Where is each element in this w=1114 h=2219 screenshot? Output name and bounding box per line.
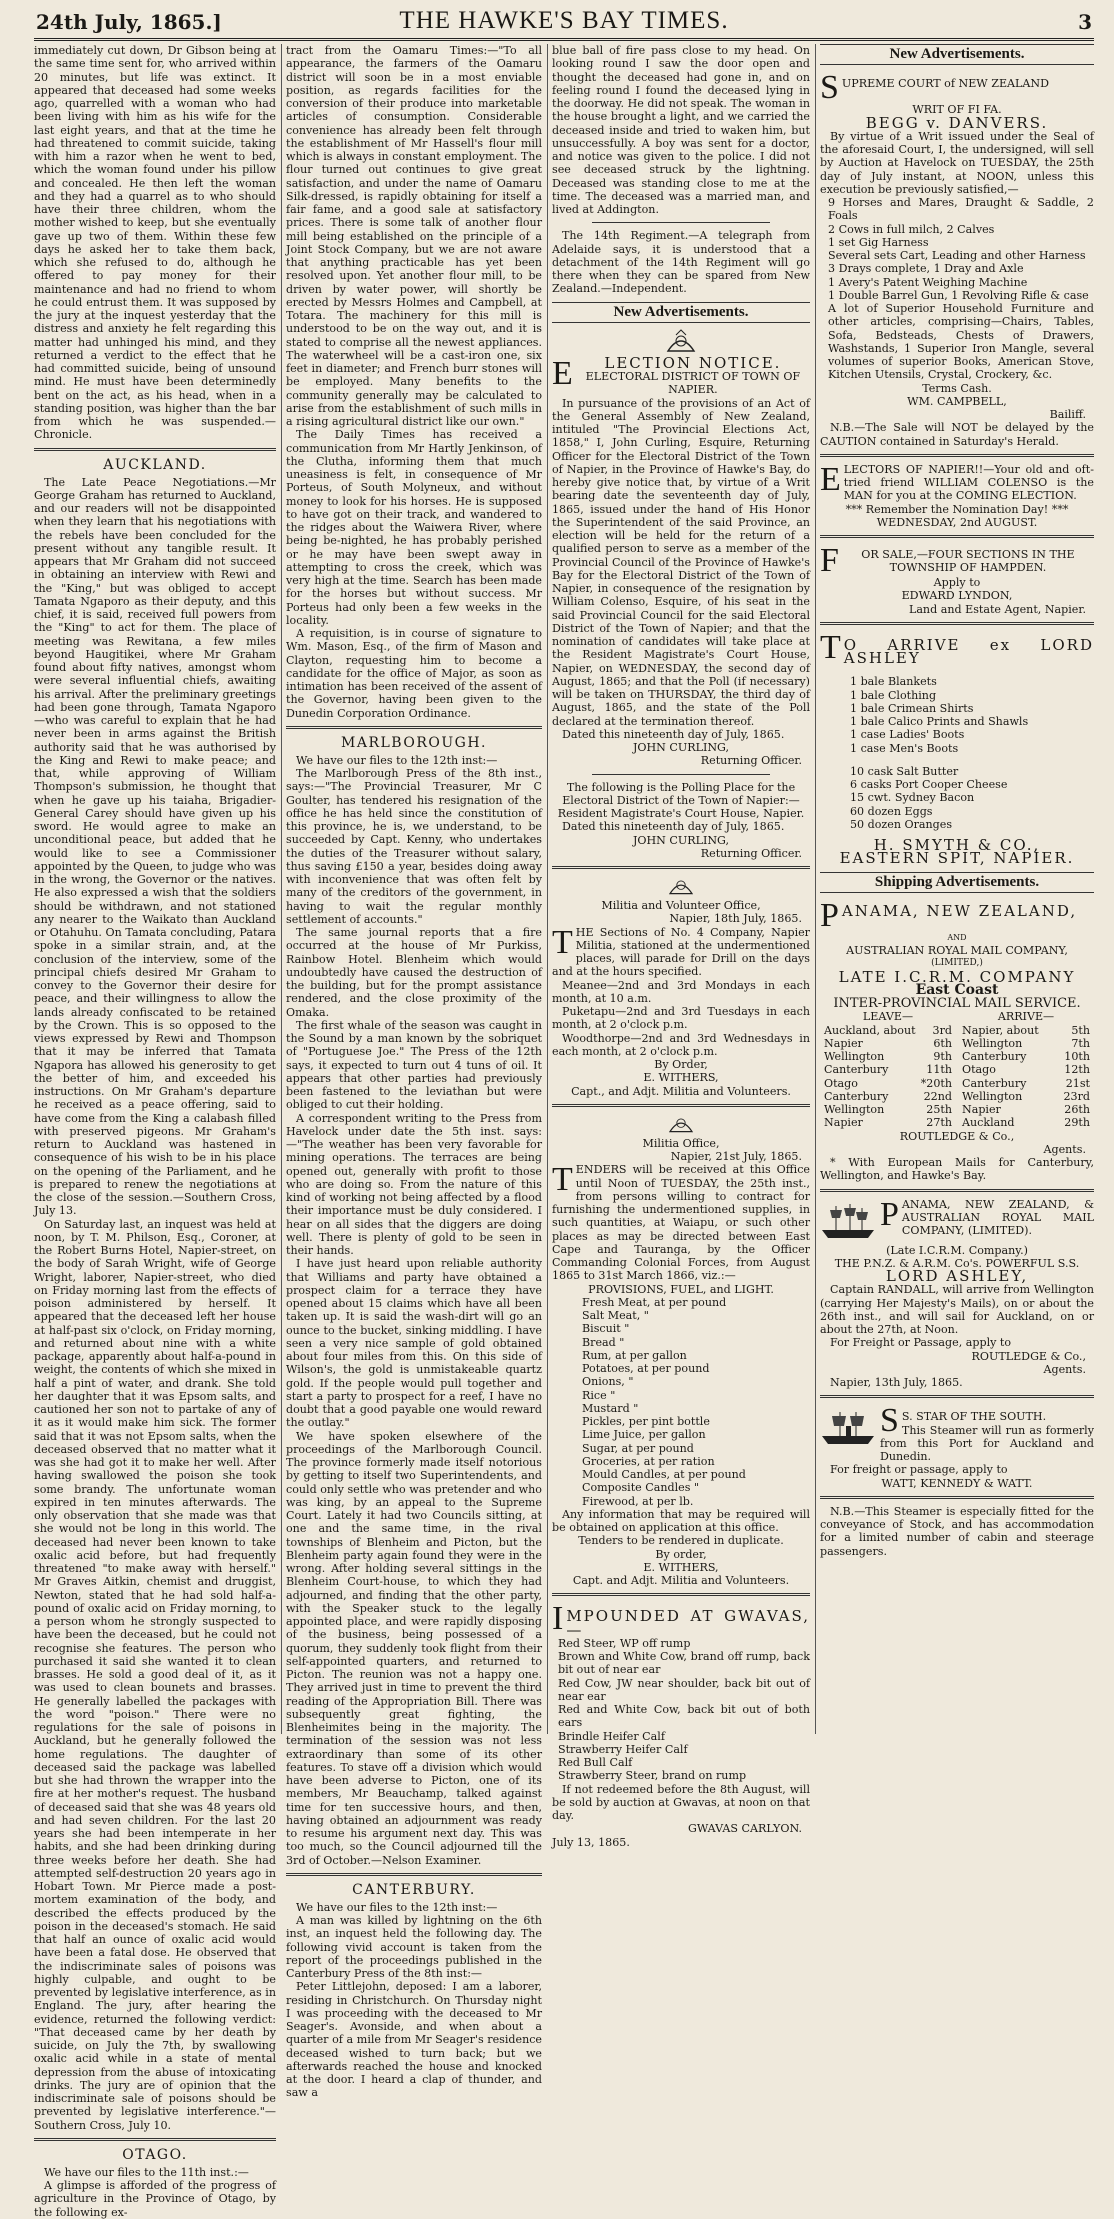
- ad-subtitle: ELECTORAL DISTRICT OF TOWN OF NAPIER.: [585, 370, 801, 397]
- day: 6th: [933, 1036, 952, 1050]
- table-row: [962, 1050, 1090, 1063]
- supplies-list: [552, 1296, 810, 1508]
- table-row: [962, 1103, 1090, 1116]
- drop-cap: P: [820, 896, 839, 934]
- ad-body: ENDERS will be received at this Office until Noon of TUESDAY, the 25th inst., from persons willing to contract for furnishing the undermentioned supplies, in such quantities, at Waiapu, or such other places as may be directed between East Cape and Tauranga, by the Officer Commanding Colonial Forces, from August 1865 to 31st March 1866, viz.:—: [552, 1163, 810, 1283]
- article-text: The Daily Times has received a communication from Mr Hartly Jenkinson, of the Clutha, informing them that much uneasiness is felt, in consequence of Mr Porteus, of South Molyneux, and without money to look for his horses. He is supposed to have got on their track, and wandered to the ridges about the Waiwera River, where being be-nighted, he has probably perished or he may have been swept away in attempting to cross the creek, which was very high at the time. Search has been made for the horses but without success. Mr Porteus had only been a few weeks in the locality.: [286, 428, 542, 627]
- divider: [286, 726, 542, 729]
- ad-date: Dated this nineteenth day of July, 1865.: [562, 820, 785, 834]
- list-item: 1 case Ladies' Boots: [850, 728, 965, 742]
- day: 9th: [933, 1050, 952, 1063]
- list-item: 9 Horses and Mares, Draught & Saddle, 2 Foals: [828, 196, 1094, 223]
- list-item: A lot of Superior Household Furniture and other articles, comprising—Chairs, Tables, Sofa, Bedsteads, Chests of Drawers, Washstands, 1 Superior Iron Mangle, several volumes of superior Books, American Stove, Kitchen Utensils, Crystal, Crockery, &c.: [828, 302, 1094, 382]
- ad-date: Dated this nineteenth day of July, 1865.: [562, 727, 785, 741]
- list-item: Lime Juice, per gallon: [582, 1428, 706, 1442]
- list-item: Sugar, at per pound: [582, 1441, 694, 1455]
- supreme-court-ad: [820, 71, 1094, 448]
- ad-note: N.B.—This Steamer is especially fitted for the conveyance of Stock, and has accommodation for a limited number of cabin and steerage passengers.: [820, 1504, 1094, 1558]
- drop-cap: P: [880, 1195, 899, 1233]
- ad-role: Land and Estate Agent, Napier.: [908, 602, 1086, 616]
- article-text: We have our files to the 12th inst:—: [296, 753, 498, 767]
- article-text: The Marlborough Press of the 8th inst., says:—"The Provincial Treasurer, Mr C Goulter, has tendered his resignation of the office he has held since the constitution of this province, he is, we understand, to be succeeded by Capt. Kenny, who undertakes the duties of the Treasurer without salary, thus saving £150 a year, besides doing away with inconvenience that was often felt by many of the creditors of the government, in having to wait the regular monthly settlement of accounts.": [286, 767, 542, 926]
- divider: [820, 535, 1094, 538]
- port: Wellington: [824, 1103, 885, 1116]
- divider: [820, 1189, 1094, 1192]
- ad-body: LECTORS OF NAPIER!!—Your old and oft-tried friend WILLIAM COLENSO is the MAN for you at the COMING ELECTION.: [843, 462, 1094, 503]
- ad-body: By virtue of a Writ issued under the Seal of the aforesaid Court, I, the undersigned, will sell by Auction at Havelock on TUESDAY, the 25th day of July instant, at NOON, unless this execution be previously satisfied,—: [820, 129, 1094, 196]
- ad-ss: THE P.N.Z. & A.R.M. Co's. POWERFUL S.S.: [834, 1256, 1080, 1270]
- impounded-ad: [552, 1602, 810, 1849]
- list-item: Red Bull Calf: [558, 1756, 633, 1769]
- list-item: 50 dozen Oranges: [850, 817, 953, 831]
- table-row: [824, 1050, 952, 1063]
- ad-agent: WATT, KENNEDY & WATT.: [881, 1476, 1033, 1490]
- table-row: [962, 1090, 1090, 1103]
- ad-and: AND: [947, 932, 967, 942]
- ad-agent: ROUTLEDGE & Co.,: [971, 1349, 1086, 1363]
- provisions-list: [820, 765, 1094, 831]
- article-text: The first whale of the season was caught in the Sound by a man known by the sobriquet of "Portuguese Joe." The Press of the 12th says, it expected to turn out 4 tuns of oil. It appears that other parties had previously been fastened to the leviathan but were obliged to cut their holding.: [286, 1018, 542, 1112]
- royal-crest-icon: [666, 875, 696, 897]
- column-2: [286, 44, 542, 2100]
- article-text: The 14th Regiment.—A telegraph from Adelaide says, it is understood that a detachment of the 14th Regiment will go there when they can be spared from New Zealand.—Independent.: [552, 229, 810, 296]
- table-row: [824, 1116, 952, 1129]
- port: Canterbury: [962, 1076, 1027, 1090]
- panama-mail-ad: [820, 896, 1094, 1183]
- column-rule: [281, 44, 282, 1734]
- port: Wellington: [962, 1089, 1023, 1103]
- divider: [552, 1104, 810, 1107]
- list-item: Fresh Meat, at per pound: [582, 1295, 727, 1309]
- ad-note: N.B.—The Sale will NOT be delayed by the CAUTION contained in Saturday's Herald.: [820, 421, 1094, 448]
- list-item: Strawberry Steer, brand on rump: [558, 1769, 747, 1783]
- table-row: [824, 1077, 952, 1090]
- ad-role: Capt., and Adjt. Militia and Volunteers.: [571, 1084, 791, 1098]
- drop-cap: T: [552, 923, 573, 961]
- ad-line: Puketapu—2nd and 3rd Tuesdays in each month, at 2 o'clock p.m.: [552, 1005, 810, 1032]
- ad-line: For freight or passage, apply to: [830, 1463, 1008, 1477]
- ad-signature: E. WITHERS,: [643, 1071, 719, 1085]
- ad-date: Napier, 13th July, 1865.: [830, 1376, 963, 1389]
- list-item: 60 dozen Eggs: [850, 804, 933, 818]
- divider: [592, 222, 770, 223]
- ad-signature: EDWARD LYNDON,: [901, 589, 1013, 603]
- list-item: Mustard ": [582, 1401, 639, 1415]
- list-item: 1 Double Barrel Gun, 1 Revolving Rifle & case: [828, 288, 1089, 302]
- issue-date: 24th July, 1865.]: [36, 10, 222, 34]
- ad-role: Capt. and Adjt. Militia and Volunteers.: [572, 1574, 790, 1587]
- day: 22nd: [923, 1089, 952, 1103]
- list-item: Rice ": [582, 1388, 616, 1402]
- election-notice-ad: [552, 353, 810, 768]
- timetable-leave: [824, 1010, 952, 1129]
- ad-role: Bailiff.: [1049, 408, 1086, 421]
- section-heading-otago: OTAGO.: [122, 2146, 188, 2163]
- list-item: 1 bale Blankets: [850, 675, 937, 689]
- table-row: [824, 1024, 952, 1037]
- section-heading-canterbury: CANTERBURY.: [352, 1881, 476, 1898]
- ad-office: Militia Office,: [642, 1136, 720, 1150]
- divider: [552, 866, 810, 869]
- article-text: Peter Littlejohn, deposed: I am a laborer, residing in Christchurch. On Thursday night I was proceeding with the deceased to Mr Seager's. Avonside, and when about a quarter of a mile from Mr Seager's residence deceased wished to turn back; but we afterwards reached the house and knocked at the door. I heard a clap of thunder, and saw a: [286, 1980, 542, 2100]
- day: 7th: [1071, 1036, 1090, 1050]
- list-item: Red Cow, JW near shoulder, back bit out of near ear: [558, 1676, 810, 1703]
- day: 12th: [1064, 1063, 1090, 1077]
- port: Otago: [962, 1063, 996, 1077]
- ad-line: If not redeemed before the 8th August, will be sold by auction at Gwavas, at noon on that day.: [552, 1782, 810, 1822]
- ad-line: Woodthorpe—2nd and 3rd Wednesdays in each month, at 2 o'clock p.m.: [552, 1031, 810, 1058]
- polling-place: Resident Magistrate's Court House, Napier.: [557, 807, 805, 820]
- ad-signature: E. WITHERS,: [643, 1560, 719, 1574]
- ad-title: MPOUNDED AT GWAVAS,—: [566, 1607, 810, 1639]
- day: 25th: [926, 1103, 952, 1116]
- list-item: Onions, ": [582, 1375, 634, 1389]
- timetable: [820, 1010, 1094, 1129]
- shipping-advertisements-heading: Shipping Advertisements.: [820, 872, 1094, 893]
- drop-cap: T: [820, 628, 841, 666]
- drop-cap: F: [820, 542, 839, 579]
- day: *20th: [920, 1076, 952, 1090]
- drop-cap: S: [820, 69, 839, 107]
- table-row: [962, 1037, 1090, 1050]
- ad-office: Militia and Volunteer Office,: [601, 899, 761, 912]
- royal-crest-icon: [666, 1113, 696, 1135]
- ad-case: BEGG v. DANVERS.: [865, 113, 1049, 132]
- divider: [34, 448, 276, 451]
- ad-title: UPREME COURT of NEW ZEALAND: [841, 77, 1050, 91]
- ad-role: Returning Officer.: [700, 846, 802, 860]
- ad-title: OR SALE,—FOUR SECTIONS IN THE TOWNSHIP OF HAMPDEN.: [861, 548, 1075, 575]
- to-arrive-ad: [820, 628, 1094, 868]
- drop-cap: E: [552, 354, 573, 392]
- ad-by-order: By Order,: [654, 1058, 708, 1071]
- list-item: Red Steer, WP off rump: [558, 1636, 691, 1650]
- article-text: blue ball of fire pass close to my head. On looking round I saw the door open and thought the deceased had gone in, and on feeling round I found the deceased lying in the doorway. He did not speak. The woman in the house brought a light, and we carried the deceased inside and tried to waken him, but unsuccessfully. A boy was sent for a doctor, and notice was given to the police. I did not see deceased struck by the lightning. Deceased was standing close to me at the time. The deceased was a married man, and lived at Addington.: [552, 44, 810, 216]
- column-4: [820, 44, 1094, 1734]
- article-text: The same journal reports that a fire occurred at the house of Mr Purkiss, Rainbow Hotel. Blenheim which would undoubtedly have caused the destruction of the building, but for the prompt assistance rendered, and the close proximity of the Omaka.: [286, 926, 542, 1019]
- ad-signature: GWAVAS CARLYON.: [687, 1822, 802, 1836]
- ad-date: July 13, 1865.: [552, 1835, 630, 1849]
- port: Napier: [962, 1103, 1001, 1116]
- article-text: The Late Peace Negotiations.—Mr George Graham has returned to Auckland, and our readers will not be disappointed when they learn that his negotiations with the rebels have been concluded for the present without any tangible result. It appears that Mr Graham did not succeed in obtaining an interview with Rewi and the "King," but was obliged to accept Tamata Ngaporo as their deputy, and this chief, it is said, received full powers from the "King" to act for them. The place of meeting was Rewitana, a few miles beyond Haugitikei, where Mr Graham found about fifty natives, amongst whom were several influential chiefs, awaiting his arrival. After the preliminary greetings had been gone through, Tamata Ngaporo—who was careful to explain that he had never been in arms against the British authority said that he was authorised by the King and Rewi to make peace; and that, while approving of William Thompson's submission, he thought that when he gave up his taiaha, Brigadier-General Carey should have given up his sword. He would agree to make an unconditional peace, but added that he would like to see a Commissioner appointed by the Queen, to judge who was in the wrong, the Governor or the natives. He also expressed a wish that the soldiers should be withdrawn, and not stationed any nearer to the Waikato than Auckland or Otahuhu. On Tamata concluding, Patara spoke in a similar strain, and, at the conclusion of the interview, some of the principal chiefs desired Mr Graham to convey to the Governor their desire for peace, and their willingness to allow the lands already confiscated to be retained by the Crown. This is so opposed to the views expressed by Rewi and Thompson that it may be inferred that Tamata Ngapora has allowed his generosity to get the better of him, and exceeded his instructions. On Mr Graham's departure he received as a peace offering, said to have come from the King a calabash filled with preserved pigeons. Mr Graham's return to Auckland was hastened in consequence of his wish to be in his place on the opening of the Parliament, and he is prepared to renew the negotiations at the close of the session.—Southern Cross, July 13.: [34, 475, 276, 1218]
- new-advertisements-heading: New Advertisements.: [552, 302, 810, 323]
- list-item: 1 bale Calico Prints and Shawls: [850, 715, 1029, 728]
- divider: [820, 1496, 1094, 1499]
- list-item: 1 set Gig Harness: [828, 235, 929, 249]
- ad-title: ANAMA, NEW ZEALAND, & AUSTRALIAN ROYAL MAIL COMPANY, (LIMITED).: [901, 1197, 1094, 1237]
- section-heading-auckland: AUCKLAND.: [103, 456, 207, 473]
- ad-east-coast: East Coast: [915, 981, 999, 998]
- ad-signature: JOHN CURLING,: [632, 741, 730, 754]
- ad-date: Napier, 18th July, 1865.: [669, 912, 802, 926]
- tenders-ad: [552, 1137, 810, 1588]
- ad-subheading: PROVISIONS, FUEL, and LIGHT.: [588, 1282, 774, 1296]
- article-text: On Saturday last, an inquest was held at noon, by T. M. Philson, Esq., Coroner, at the Robert Burns Hotel, Napier-street, on the body of Sarah Wright, wife of George Wright, laborer, Napier-street, who died on Friday morning last from the effects of poison administered by herself. It appeared that the deceased left her house at half-past six o'clock, on Friday morning, and returned about nine with a white package, apparently about half-a-pound in weight, the contents of which she mixed in half a pint of water, and drank. She told her daughter that it was Epsom salts, and cautioned her son not to partake of any of it as it would make him sick. The former said that it was not Epsom salts, when the deceased observed that no matter what it was she had got it to make her well. After having swallowed the poison she took some brandy. The unfortunate woman expired in ten minutes afterwards. The only observation that she made was that she would not be long in this world. The deceased had never been known to take oxalic acid before, but had frequently threatened "to make away with herself." Mr Graves Aitkin, chemist and druggist, Newton, stated that he had sold half-a-pound of oxalic acid on Friday morning, to a person whom he strongly suspected to have been the deceased, but he could not recognise she features. The person who purchased it said she wanted it to clean brasses. He sold a good deal of it, as it was used to clean bounets and brasses. He generally labelled the packages with the word "poison." There were no regulations for the sale of poisons in Auckland, but he generally followed the home regulations. The daughter of deceased said the package was labelled but she had thrown the wrapper into the fire at her mother's request. The husband of deceased said that she was 48 years old and had seven children. For the last 20 years she had been intemperate in her habits, and she had been drinking during three weeks before her death. She had attempted self-destruction 20 years ago in Hobart Town. Mr Pierce made a post-mortem examination of the body, and described the effects produced by the poison in the deceased's stomach. He said that half an ounce of oxalic acid would have been a fatal dose. He observed that the indiscriminate sales of poisons was highly culpable, and ought to be prevented by legislative interference, as in England. The jury, after hearing the evidence, returned the following verdict: "That deceased came by her death by suicide, on July the 7th, by swallowing oxalic acid while in a state of mental depression from the abuse of intoxicating drinks. The jury are of opinion that the indiscriminate sale of poisons should be prevented by legislative interference."—Southern Cross, July 10.: [34, 1217, 276, 2132]
- list-item: Strawberry Heifer Calf: [558, 1742, 688, 1756]
- table-row: [824, 1090, 952, 1103]
- list-item: 1 case Men's Boots: [850, 741, 959, 755]
- ad-title: S. STAR OF THE SOUTH.: [901, 1410, 1047, 1424]
- port: Napier: [824, 1116, 863, 1130]
- ship-icon: [820, 1408, 876, 1446]
- ad-body: In pursuance of the provisions of an Act of the General Assembly of New Zealand, intituled "The Provincial Elections Act, 1858," I, John Curling, Esquire, Returning Officer for the Electoral District of the Town of Napier, in the Province of Hawke's Bay, do hereby give notice that, by virtue of a Writ bearing date the seventeenth day of July, 1865, issued under the hand of His Honor the Superintendent of the said Province, an election will be held for the return of a qualified person to serve as a member of the Provincial Council of the Province of Hawke's Bay for the Electoral District of the Town of Napier, in consequence of the resignation by William Colenso, Esquire, of his seat in the said Provincial Council for the said Electoral District of the Town of Napier; and that the nomination of candidates will take place at the Resident Magistrate's Court House, Napier, on WEDNESDAY, the second day of August, 1865; and that the Poll (if necessary) will be taken on THURSDAY, the third day of August, 1865, and the state of the Poll declared at the termination thereof.: [552, 396, 810, 728]
- table-row: [962, 1063, 1090, 1076]
- column-3: [552, 44, 810, 1849]
- column-rule: [815, 44, 816, 1734]
- port: Otago: [824, 1076, 858, 1090]
- ad-note: * With European Mails for Canterbury, Wellington, and Hawke's Bay.: [820, 1156, 1094, 1183]
- drop-cap: I: [552, 1600, 564, 1638]
- article-text: A man was killed by lightning on the 6th inst, an inquest held the following day. The following vivid account is taken from the report of the proceedings published in the Canterbury Press of the 8th inst:—: [286, 1914, 542, 1980]
- divider: [820, 622, 1094, 625]
- electors-ad: [820, 460, 1094, 529]
- table-row: [824, 1037, 952, 1050]
- list-item: Firewood, at per lb.: [582, 1494, 694, 1508]
- newspaper-title: THE HAWKE'S BAY TIMES.: [399, 7, 729, 34]
- ad-line: Meanee—2nd and 3rd Mondays in each month, at 10 a.m.: [552, 978, 810, 1005]
- lord-ashley-ad: [820, 1195, 1094, 1390]
- column-rule: [547, 44, 548, 1734]
- divider: [820, 1395, 1094, 1398]
- ad-line: For Freight or Passage, apply to: [830, 1336, 1012, 1350]
- ad-signature: WM. CAMPBELL,: [907, 394, 1007, 408]
- militia-drill-ad: [552, 899, 810, 1098]
- table-row: [824, 1103, 952, 1116]
- table-row: [962, 1024, 1090, 1037]
- drop-cap: S: [880, 1402, 899, 1440]
- divider: [552, 1593, 810, 1596]
- list-item: Biscuit ": [582, 1322, 630, 1336]
- ad-date: Napier, 21st July, 1865.: [670, 1150, 802, 1163]
- ad-line: Tenders to be rendered in duplicate.: [578, 1534, 784, 1548]
- day: 3rd: [932, 1023, 952, 1037]
- divider: [592, 774, 770, 775]
- ad-agents: Agents.: [1043, 1142, 1086, 1156]
- article-text: I have just heard upon reliable authority that Williams and party have obtained a prospect claim for a terrace they have opened about 15 claims which have all been taken up. It is said the wash-dirt will go an ounce to the bucket, sinking middling. I have seen a very nice sample of gold obtained about four miles from this. On this side of Wilson's, the gold is unmistakeable quartz gold. If the people would pull together and start a party to prospect for a reef, I have no doubt that a good payable one would reward the outlay.": [286, 1257, 542, 1430]
- list-item: Potatoes, at per pound: [582, 1362, 710, 1375]
- divider: [34, 2138, 276, 2141]
- port: Wellington: [824, 1050, 885, 1063]
- page-number: 3: [1078, 10, 1092, 34]
- star-of-the-south-ad: [820, 1404, 1094, 1558]
- article-text: We have our files to the 11th inst.:—: [44, 2165, 249, 2179]
- day: 5th: [1071, 1023, 1090, 1037]
- column-1: [34, 44, 276, 2219]
- port: Napier: [824, 1036, 863, 1050]
- article-text: We have our files to the 12th inst:—: [296, 1900, 498, 1914]
- list-item: 1 Avery's Patent Weighing Machine: [828, 275, 1028, 289]
- ad-line: Any information that may be required will be obtained on application at this office.: [552, 1507, 810, 1534]
- ad-signature: JOHN CURLING,: [632, 833, 730, 847]
- ad-late: LATE I.C.R.M. COMPANY: [838, 967, 1076, 986]
- ad-body: This Steamer will run as formerly from this Port for Auckland and Dunedin.: [880, 1423, 1094, 1463]
- list-item: 6 casks Port Cooper Cheese: [850, 778, 1008, 791]
- port: Canterbury: [824, 1089, 889, 1103]
- day: 21st: [1065, 1076, 1090, 1090]
- timetable-arrive: [962, 1010, 1090, 1129]
- table-row: [824, 1063, 952, 1076]
- list-item: Brindle Heifer Calf: [558, 1729, 665, 1743]
- list-item: Several sets Cart, Leading and other Harness: [828, 249, 1086, 262]
- ad-service: INTER-PROVINCIAL MAIL SERVICE.: [833, 996, 1081, 1011]
- table-row: [962, 1116, 1090, 1129]
- impounded-list: [552, 1637, 810, 1783]
- article-text: A glimpse is afforded of the progress of agriculture in the Province of Otago, by the following ex-: [34, 2179, 276, 2219]
- ad-apply: Apply to: [933, 576, 981, 589]
- port: Napier, about: [962, 1023, 1039, 1037]
- ad-agents: Agents.: [1043, 1362, 1086, 1376]
- list-item: 2 Cows in full milch, 2 Calves: [828, 222, 995, 236]
- list-item: 1 bale Clothing: [850, 688, 937, 702]
- list-item: Red and White Cow, back bit out of both ears: [558, 1703, 810, 1730]
- port: Auckland, about: [824, 1023, 916, 1037]
- list-item: Brown and White Cow, brand off rump, back bit out of near ear: [558, 1650, 810, 1677]
- polling-place-text: The following is the Polling Place for the Electoral District of the Town of Napier:—: [562, 780, 800, 807]
- list-item: Pickles, per pint bottle: [582, 1415, 710, 1428]
- ad-limited: (LIMITED,): [931, 958, 983, 969]
- ship-icon: [820, 1202, 876, 1240]
- ad-late: (Late I.C.R.M. Company.): [886, 1243, 1028, 1257]
- ad-signature: H. SMYTH & CO.,: [873, 836, 1041, 854]
- ad-body: Captain RANDALL, will arrive from Wellington (carrying Her Majesty's Mails), on or about the 26th inst., and will sail for Auckland, on or about the 27th, at Noon.: [820, 1283, 1094, 1336]
- port: Wellington: [962, 1036, 1023, 1050]
- list-item: 10 cask Salt Butter: [850, 764, 959, 778]
- table-row: [962, 1077, 1090, 1090]
- list-item: Rum, at per gallon: [582, 1348, 687, 1362]
- list-item: Groceries, at per ration: [582, 1454, 715, 1468]
- auction-list: [820, 196, 1094, 382]
- divider: [820, 454, 1094, 457]
- ad-title: LECTION NOTICE.: [604, 353, 782, 372]
- port: Auckland: [962, 1116, 1015, 1130]
- day: 11th: [926, 1063, 952, 1077]
- new-advertisements-heading: New Advertisements.: [820, 44, 1094, 65]
- day: 29th: [1064, 1116, 1090, 1130]
- list-item: 15 cwt. Sydney Bacon: [850, 791, 975, 805]
- ad-terms: Terms Cash.: [922, 381, 992, 395]
- ad-writ: WRIT OF FI FA.: [912, 103, 1002, 117]
- divider: [286, 1873, 542, 1876]
- royal-crest-icon: [664, 329, 698, 355]
- ad-place: EASTERN SPIT, NAPIER.: [839, 849, 1075, 868]
- ad-company: AUSTRALIAN ROYAL MAIL COMPANY,: [846, 944, 1068, 957]
- ad-title: O ARRIVE ex LORD ASHLEY: [843, 635, 1094, 667]
- section-heading-marlborough: MARLBOROUGH.: [341, 734, 487, 751]
- article-text: A correspondent writing to the Press from Havelock under date the 5th inst. says:—"The weather has been very favorable for mining operations. The terraces are being opened out, generally with profit to those who are doing so. From the nature of this kind of working not being affected by a flood their importance must be duly considered. I hear on all sides that the diggers are doing well. There is plenty of gold to be seen in their hands.: [286, 1111, 542, 1257]
- ad-role: Returning Officer.: [700, 754, 802, 768]
- ad-date: WEDNESDAY, 2nd AUGUST.: [876, 515, 1038, 529]
- list-item: Salt Meat, ": [582, 1309, 649, 1322]
- masthead: [34, 4, 1094, 41]
- ad-reminder: *** Remember the Nomination Day! ***: [845, 502, 1069, 516]
- day: 26th: [1064, 1103, 1090, 1116]
- port: Canterbury: [962, 1050, 1027, 1063]
- port: Canterbury: [824, 1063, 889, 1077]
- list-item: 3 Drays complete, 1 Dray and Axle: [828, 262, 1024, 276]
- ad-body: HE Sections of No. 4 Company, Napier Militia, stationed at the undermentioned places, will parade for Drill on the days and at the hours specified.: [552, 925, 810, 979]
- day: 23rd: [1063, 1089, 1090, 1103]
- day: 10th: [1064, 1050, 1090, 1063]
- ad-agent: ROUTLEDGE & Co.,: [899, 1129, 1015, 1143]
- day: 27th: [926, 1116, 952, 1130]
- article-text: We have spoken elsewhere of the proceedings of the Marlborough Council. The province formerly made itself notorious by getting to itself two Superintendents, and could only settle who was pretender and who was king, by an appeal to the Supreme Court. Lately it had two Councils sitting, at one and the same time, in the rival townships of Blenheim and Picton, but the Blenheim party again found they were in the wrong. After holding several sittings in the Blenheim Court-house, to which they had adjourned, and finding that the other party, with the Speaker stuck to the legally appointed place, and were rapidly disposing of the business, being possessed of a quorum, they suddenly took flight from their self-appointed quarters, and returned to Picton. The reunion was not a happy one. They arrived just in time to prevent the third reading of the Appropriation Bill. There was subsequently great fighting, the Blenheimites being in the majority. The termination of the session was not less extraordinary than some of its other features. To stave off a division which would have been adverse to Picton, one of its members, Mr Beauchamp, talked against time for ten successive hours, and then, having obtained an adjournment was ready to resume his argument next day. This was too much, so the Council adjourned till the 3rd of October.—Nelson Examiner.: [286, 1429, 542, 1867]
- drop-cap: T: [552, 1161, 573, 1199]
- list-item: Composite Candles ": [582, 1481, 700, 1495]
- ad-ship-name: LORD ASHLEY,: [885, 1267, 1029, 1285]
- goods-list: [820, 675, 1094, 755]
- ad-by-order: By order,: [655, 1547, 707, 1561]
- list-item: Mould Candles, at per pound: [582, 1468, 746, 1481]
- drop-cap: E: [820, 460, 841, 498]
- list-item: 1 bale Crimean Shirts: [850, 701, 974, 715]
- article-text: immediately cut down, Dr Gibson being at the same time sent for, who arrived within 20 minutes, but life was extinct. It appeared that deceased had some weeks ago, quarrelled with a woman who had been living with him as his wife for the last eight years, and that at the time he had threatened to commit suicide, taking with him a razor when he went to bed, which the woman found under his pillow and concealed. He then left the woman and they had a quarrel as to who should have their three children, whom the mother wished to keep, but she eventually gave up two of them. Within these few days he asked her to take them back, which she refused to do, although he offered to pay money for their maintenance and had no friend to whom he could entrust them. It was supposed by the jury at the inquest yesterday that the distress and anxiety he felt regarding this matter had unhinged his mind, and they returned a verdict to the effect that he had committed suicide, being of unsound mind. He must have been determinedly bent on the act, as his head, when in a standing position, was higher than the bar from which he was suspended.—Chronicle.: [34, 44, 276, 442]
- article-text: A requisition, is in course of signature to Wm. Mason, Esq., of the firm of Mason and Clayton, requesting him to become a candidate for the office of Major, as soon as intimation has been received of the assent of the Governor, having been given to the Dunedin Corporation Ordinance.: [286, 627, 542, 720]
- ad-title: ANAMA, NEW ZEALAND,: [841, 901, 1078, 920]
- timetable-header: ARRIVE—: [997, 1010, 1055, 1024]
- article-text: tract from the Oamaru Times:—"To all appearance, the farmers of the Oamaru district will soon be in a most enviable position, as regards facilities for the conversion of their produce into marketable articles of consumption. Considerable convenience has already been felt through the establishment of Mr Hassell's flour mill which is always in constant employment. The flour turned out continues to give great satisfaction, and under the name of Oamaru Silk-dressed, is rapidly obtaining for itself a fair fame, and a good sale at satisfactory prices. There is some talk of another flour mill being established on the principle of a Joint Stock Company, but we are not aware that anything practicable has yet been resolved upon. Yet another flour mill, to be driven by water power, will shortly be erected by Messrs Holmes and Campbell, at Totara. The machinery for this mill is understood to be on the way out, and it is stated to comprise all the newest appliances. The waterwheel will be a cast-iron one, six feet in diameter; and French burr stones will be employed. Many benefits to the community generally may be calculated to arise from the establishment of such mills in a rising agricultural district like our own.": [286, 44, 542, 428]
- for-sale-ad: [820, 544, 1094, 616]
- timetable-header: LEAVE—: [862, 1010, 914, 1024]
- list-item: Bread ": [582, 1335, 625, 1349]
